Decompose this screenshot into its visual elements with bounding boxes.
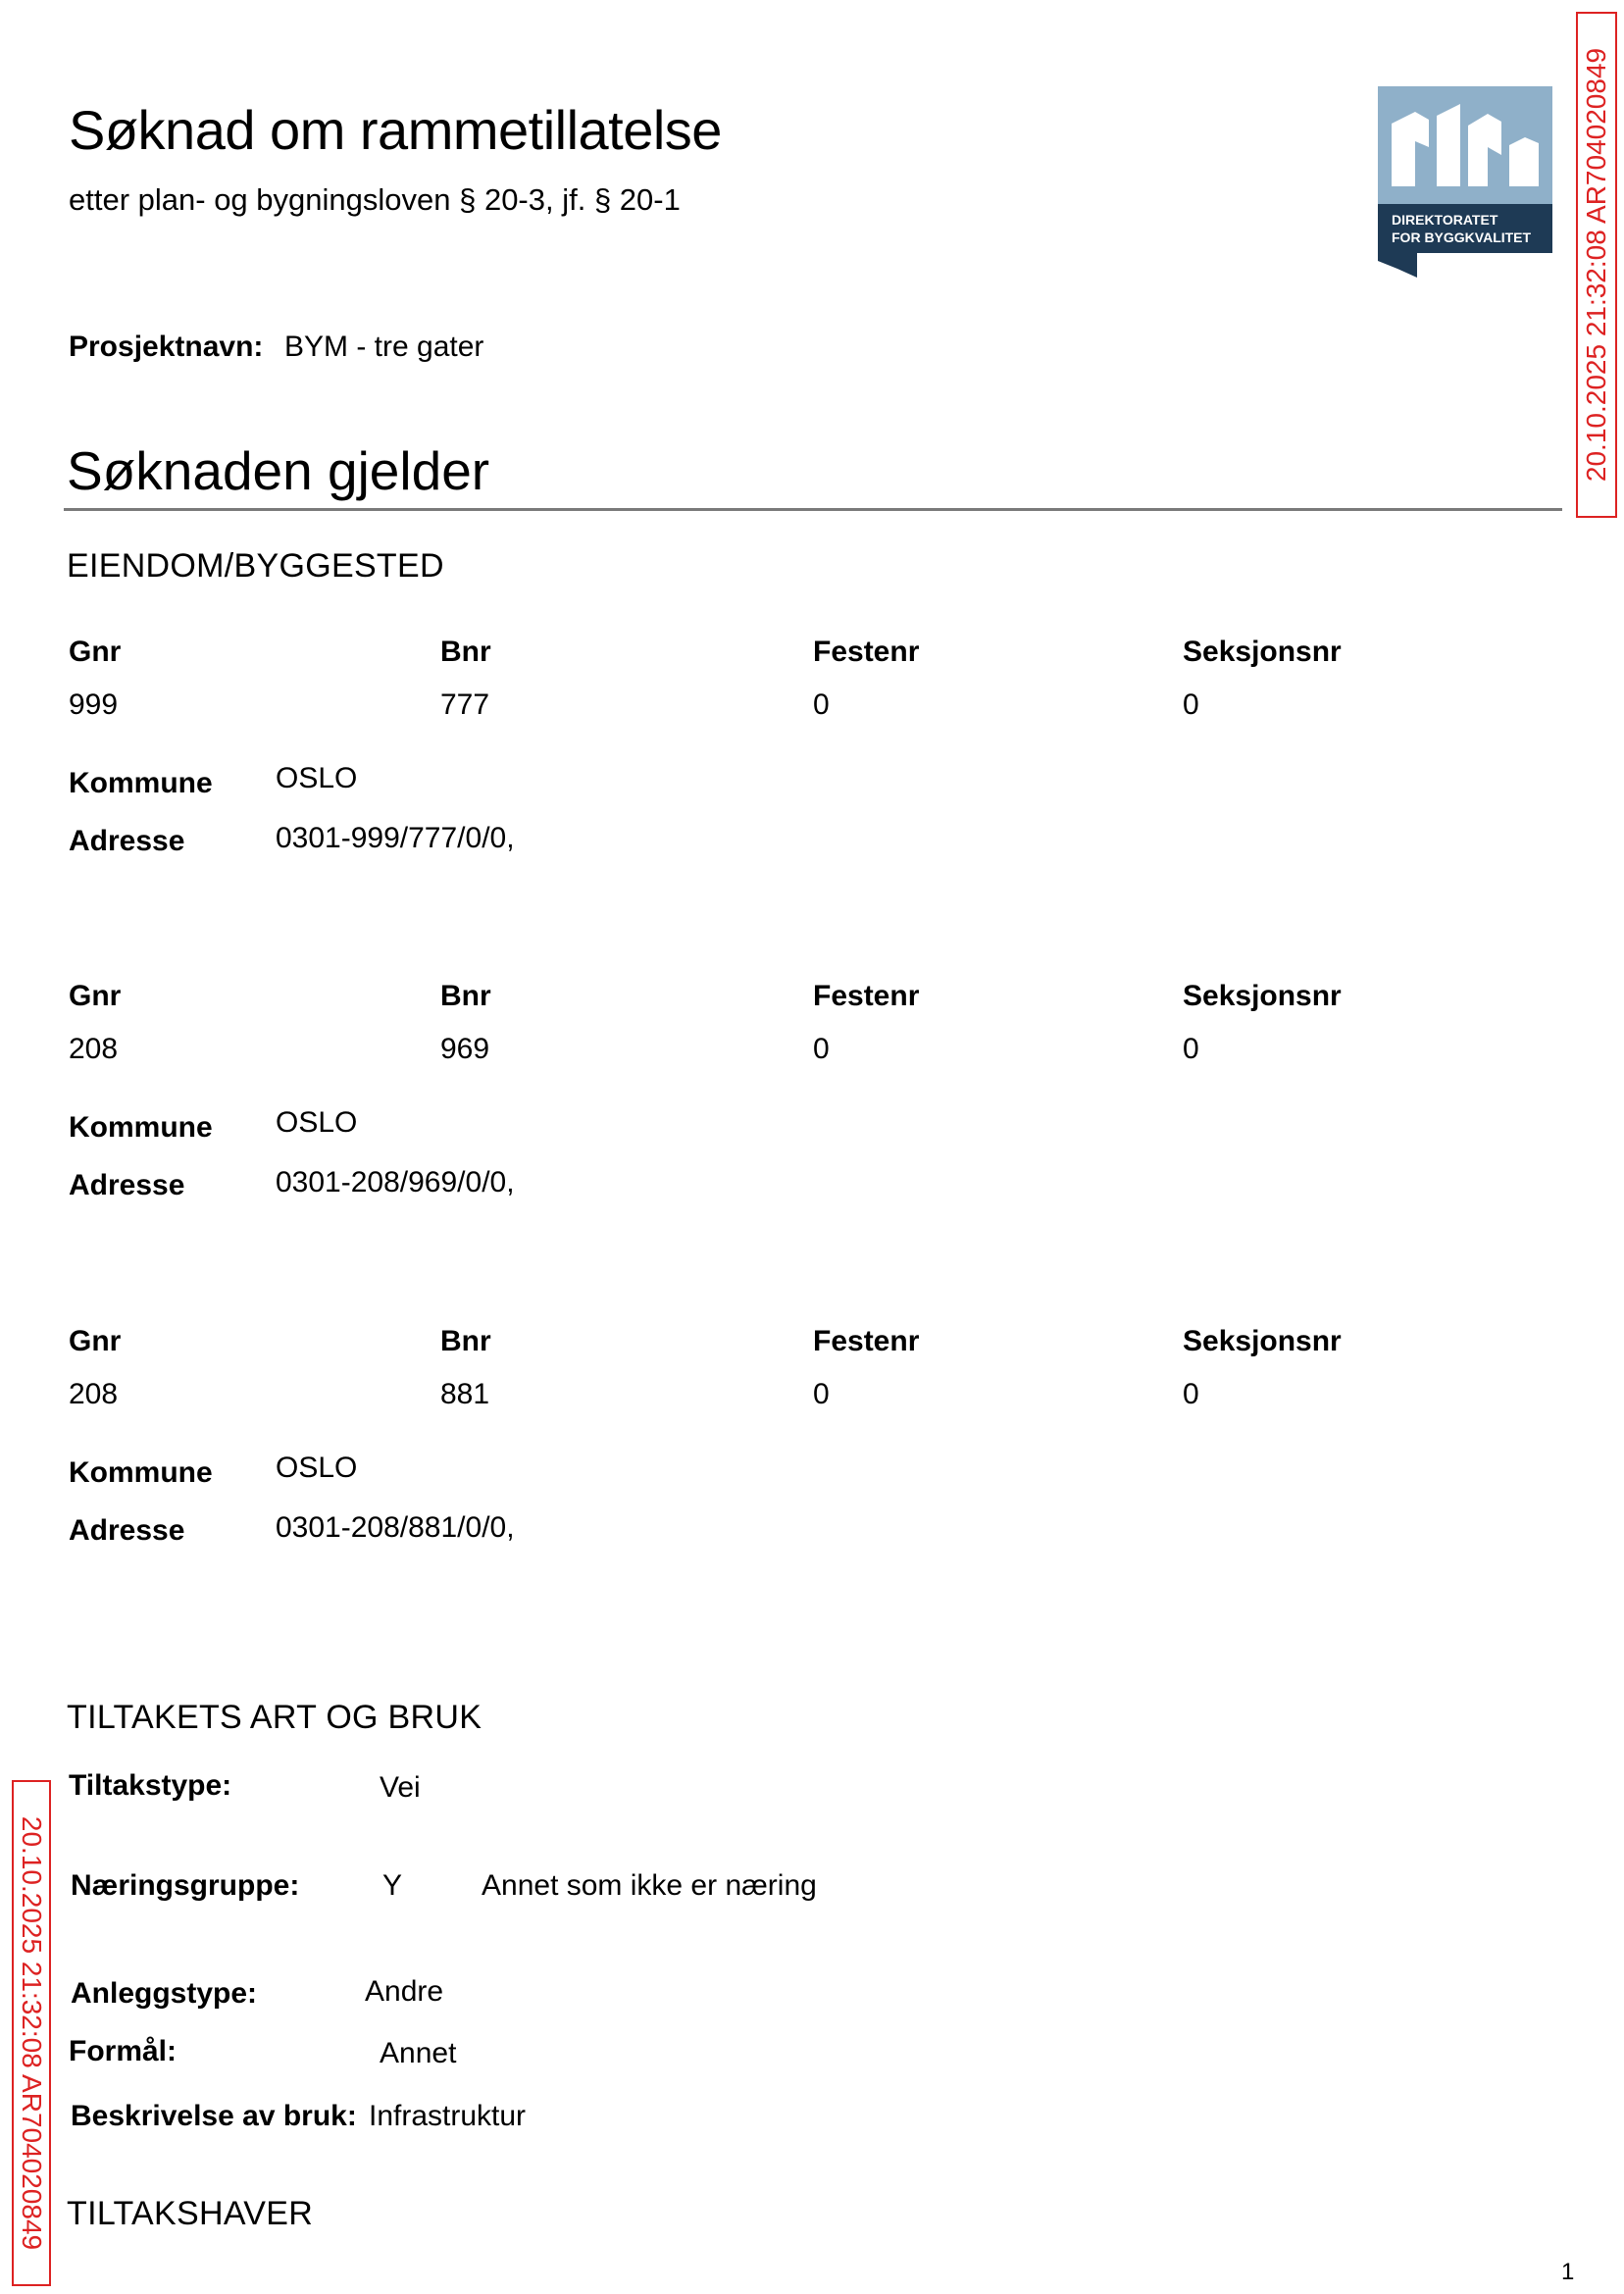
festenr-label: Festenr <box>813 636 920 668</box>
page-number: 1 <box>1561 2259 1575 2285</box>
gnr-label: Gnr <box>69 636 122 668</box>
tiltakshaver-heading: TILTAKSHAVER <box>67 2195 314 2232</box>
gnr-value: 208 <box>69 1033 119 1065</box>
seksjonsnr-label: Seksjonsnr <box>1183 636 1342 668</box>
naeringsgruppe-description: Annet som ikke er næring <box>482 1869 817 1902</box>
seksjonsnr-label: Seksjonsnr <box>1183 1325 1342 1357</box>
beskrivelse-label: Beskrivelse av bruk: <box>71 2100 357 2132</box>
festenr-value: 0 <box>813 688 830 721</box>
kommune-value: OSLO <box>276 1452 358 1484</box>
formal-label: Formål: <box>69 2035 178 2067</box>
tiltak-heading: TILTAKETS ART OG BRUK <box>67 1699 482 1736</box>
adresse-label: Adresse <box>69 825 185 857</box>
kommune-value: OSLO <box>276 1106 358 1139</box>
eiendom-heading: EIENDOM/BYGGESTED <box>67 547 444 585</box>
festenr-value: 0 <box>813 1033 830 1065</box>
naeringsgruppe-label: Næringsgruppe: <box>71 1869 300 1902</box>
adresse-value: 0301-208/969/0/0, <box>276 1166 515 1198</box>
kommune-label: Kommune <box>69 1111 213 1144</box>
timestamp-stamp-left: 20.10.2025 21:32:08 AR704020849 <box>12 1780 51 2286</box>
gnr-label: Gnr <box>69 1325 122 1357</box>
bnr-label: Bnr <box>440 980 491 1012</box>
adresse-value: 0301-208/881/0/0, <box>276 1511 515 1544</box>
anleggstype-label: Anleggstype: <box>71 1977 258 2010</box>
naeringsgruppe-code: Y <box>382 1869 403 1902</box>
kommune-label: Kommune <box>69 767 213 799</box>
gnr-value: 999 <box>69 688 119 721</box>
document-subtitle: etter plan- og bygningsloven § 20-3, jf. § 20-1 <box>69 182 681 217</box>
timestamp-stamp-right: 20.10.2025 21:32:08 AR704020849 <box>1576 12 1617 518</box>
seksjonsnr-value: 0 <box>1183 688 1199 721</box>
festenr-value: 0 <box>813 1378 830 1410</box>
festenr-label: Festenr <box>813 1325 920 1357</box>
dibk-logo <box>1378 86 1552 278</box>
kommune-value: OSLO <box>276 762 358 794</box>
seksjonsnr-value: 0 <box>1183 1378 1199 1410</box>
kommune-label: Kommune <box>69 1456 213 1489</box>
tiltakstype-value: Vei <box>380 1771 421 1804</box>
project-name-value: BYM - tre gater <box>284 331 484 363</box>
festenr-label: Festenr <box>813 980 920 1012</box>
section-heading: Søknaden gjelder <box>67 440 490 501</box>
section-divider <box>64 508 1562 511</box>
seksjonsnr-value: 0 <box>1183 1033 1199 1065</box>
svg-text:FOR BYGGKVALITET: FOR BYGGKVALITET <box>1392 229 1532 245</box>
bnr-label: Bnr <box>440 636 491 668</box>
gnr-label: Gnr <box>69 980 122 1012</box>
anleggstype-value: Andre <box>365 1975 444 2008</box>
beskrivelse-value: Infrastruktur <box>369 2100 527 2132</box>
adresse-value: 0301-999/777/0/0, <box>276 822 515 854</box>
bnr-value: 777 <box>440 688 490 721</box>
bnr-value: 969 <box>440 1033 490 1065</box>
bnr-value: 881 <box>440 1378 490 1410</box>
document-title: Søknad om rammetillatelse <box>69 99 722 161</box>
gnr-value: 208 <box>69 1378 119 1410</box>
adresse-label: Adresse <box>69 1514 185 1547</box>
formal-value: Annet <box>380 2037 457 2069</box>
project-name-label: Prosjektnavn: <box>69 331 264 363</box>
svg-text:DIREKTORATET: DIREKTORATET <box>1392 212 1498 228</box>
tiltakstype-label: Tiltakstype: <box>69 1769 232 1802</box>
bnr-label: Bnr <box>440 1325 491 1357</box>
adresse-label: Adresse <box>69 1169 185 1201</box>
seksjonsnr-label: Seksjonsnr <box>1183 980 1342 1012</box>
